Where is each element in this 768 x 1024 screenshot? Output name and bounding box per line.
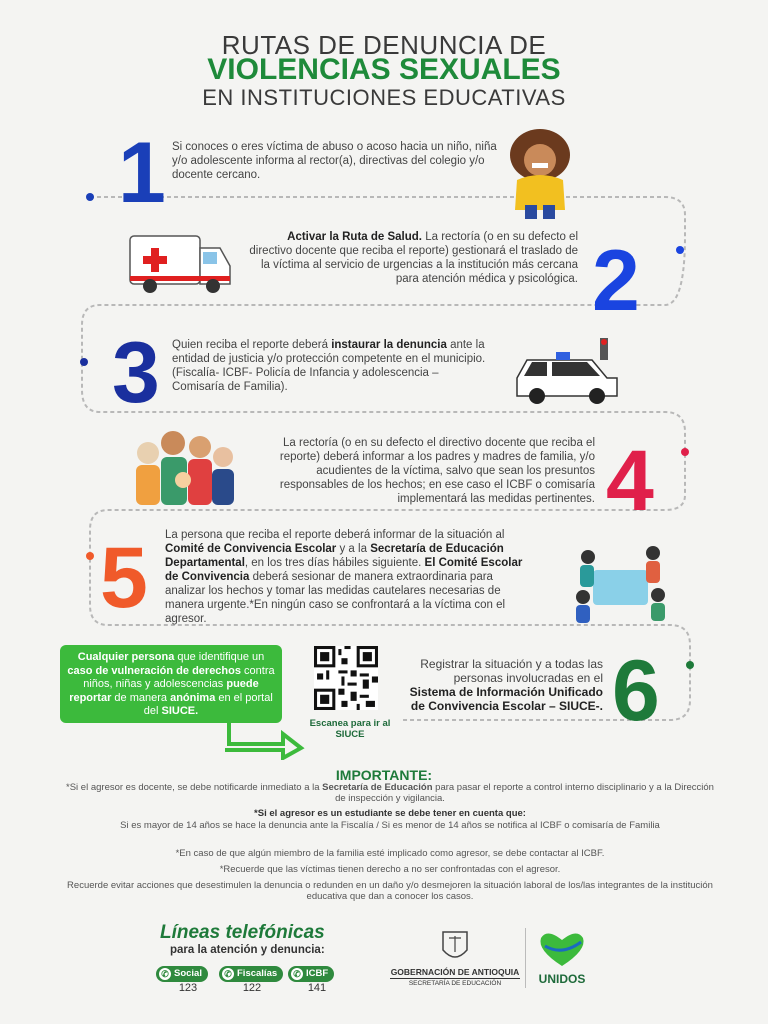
note-3: *En caso de que algún miembro de la familia esté implicado como agresor, se debe contactar al ICBF. <box>175 848 605 859</box>
phone-label-fiscalias: Fiscalías <box>237 968 278 979</box>
step-5-b2: Secretaría de Educación Departamental <box>165 543 504 569</box>
step-4-number: 4 <box>606 433 654 529</box>
path-dot-5 <box>86 552 94 560</box>
gb-p2: contra niños, niñas y adolescencias <box>83 664 275 690</box>
note-1c: para pasar el reporte a control interno disciplinario y a la Dirección de inspección y vigilancia. <box>335 782 714 804</box>
note-1b: Secretaría de Educación <box>322 782 433 793</box>
path-dot-2 <box>676 246 684 254</box>
phone-pill-social[interactable] <box>156 966 208 982</box>
step-1-text: Si conoces o eres víctima de abuso o acoso hacia un niño, niña y/o adolescente informa al rector(a), directivas del colegio y/o docente cercano. <box>172 141 497 181</box>
step-5-p3: , en los tres días hábiles siguiente. <box>244 557 425 569</box>
logo-divider <box>525 928 526 988</box>
important-title: IMPORTANTE: <box>335 767 433 783</box>
step-5-p4: deberá sesionar de manera extraordinaria para analizar los hechos y tomar las medidas cautelares necesarias de manera urgente.*En ningún caso se confrontará a la víctima con el agresor. <box>165 571 506 625</box>
note-4: *Recuerde que las víctimas tienen derecho a no ser confrontadas con el agresor. <box>219 864 561 875</box>
phone-number-fiscalias: 122 <box>242 982 262 994</box>
path-dot-3 <box>80 358 88 366</box>
step-5-b3: El Comité Escolar de Convivencia <box>165 557 523 583</box>
step-2-text <box>248 230 578 286</box>
phone-icon: ✆ <box>159 968 171 980</box>
meeting-illustration <box>568 535 673 625</box>
phone-pill-fiscalias[interactable] <box>219 966 283 982</box>
gobernacion-logo-text: GOBERNACIÓN DE ANTIOQUIA <box>390 967 520 977</box>
qr-caption: Escanea para ir al SIUCE <box>309 718 391 740</box>
step-2-number: 2 <box>592 233 640 329</box>
step-3-text <box>172 338 487 394</box>
step-5-p1: La persona que reciba el reporte deberá informar de la situación al <box>165 529 505 541</box>
step-3-bold: instaurar la denuncia <box>331 339 447 351</box>
phone-lines-subtitle: para la atención y denuncia: <box>170 944 325 956</box>
gb-b3: puede reportar <box>69 678 259 704</box>
step-6-b1: Sistema de Información Unificado de Convivencia Escolar – SIUCE-. <box>409 685 603 713</box>
step-6-number: 6 <box>612 643 660 739</box>
police-car-illustration <box>512 328 622 408</box>
gb-b5: SIUCE. <box>161 705 199 717</box>
title-line-3: EN INSTITUCIONES EDUCATIVAS <box>202 85 566 110</box>
step-5-text <box>165 528 535 626</box>
step-6-text <box>408 657 603 713</box>
step-5-b1: Comité de Convivencia Escolar <box>165 543 337 555</box>
path-dot-4 <box>681 448 689 456</box>
gb-p4: en el portal del <box>143 691 273 717</box>
note-2: Si es mayor de 14 años se hace la denuncia ante la Fiscalía / Si es menor de 14 años se notifica al ICBF o comisaría de Familia <box>120 820 660 831</box>
phone-pill-icbf[interactable] <box>288 966 334 982</box>
step-6-p1: Registrar la situación y a todas las personas involucradas en el <box>420 657 603 685</box>
note-1 <box>60 782 720 804</box>
phone-icon: ✆ <box>222 968 234 980</box>
arrow-right-icon <box>225 720 305 760</box>
gb-p1: que identifique un <box>174 651 265 663</box>
step-2-body: La rectoría (o en su defecto el directivo docente que reciba el reporte) gestionará el traslado de la víctima al servicio de urgencias a la institución más cercana para atención médica y psicológica. <box>249 231 578 285</box>
qr-code-icon[interactable] <box>314 646 378 710</box>
path-dot-1 <box>86 193 94 201</box>
step-2-bold: Activar la Ruta de Salud. <box>287 231 423 243</box>
anonymous-report-box <box>60 645 282 723</box>
note-1a: *Si el agresor es docente, se debe notificarde inmediato a la <box>66 782 323 793</box>
phone-label-social: Social <box>174 968 202 979</box>
title-line-2: VIOLENCIAS SEXUALES <box>207 53 561 86</box>
secretaria-logo-text: SECRETARÍA DE EDUCACIÓN <box>408 980 502 987</box>
phone-icon: ✆ <box>291 968 303 980</box>
path-dot-6 <box>686 661 694 669</box>
step-3-number: 3 <box>112 325 160 421</box>
step-4-text: La rectoría (o en su defecto el directivo docente que reciba el reporte) deberá informar a los padres y madres de familia, y/o acudientes de la víctima, salvo que sean los presuntos responsables de los hechos; en ese caso el ICBF o comisaría implementará las medidas pertinentes. <box>279 437 595 505</box>
phone-number-icbf: 141 <box>307 982 327 994</box>
girl-illustration <box>505 125 575 220</box>
step-5-p2: y a la <box>336 543 371 555</box>
step-1-number: 1 <box>118 125 166 221</box>
family-illustration <box>128 425 238 510</box>
title-line-1: RUTAS DE DENUNCIA DE <box>221 30 547 60</box>
gb-b2: caso de vulneración de derechos <box>67 664 241 677</box>
step-5-number: 5 <box>100 530 148 626</box>
step-3-pre: Quien reciba el reporte deberá <box>172 339 332 351</box>
coat-of-arms-icon <box>435 928 475 966</box>
phone-lines-title: Líneas telefónicas <box>160 922 325 943</box>
ambulance-illustration <box>125 218 235 298</box>
unidos-heart-icon <box>535 928 590 968</box>
note-2-title: *Si el agresor es un estudiante se debe tener en cuenta que: <box>254 808 526 819</box>
gb-p3: de manera <box>111 691 171 704</box>
gb-b1: Cualquier persona <box>77 651 175 663</box>
phone-number-social: 123 <box>178 982 198 994</box>
phone-label-icbf: ICBF <box>306 968 329 979</box>
unidos-logo-text: UNIDOS <box>538 972 586 986</box>
gb-b4: anónima <box>170 691 216 704</box>
note-5: Recuerde evitar acciones que desestimulen la denuncia o redunden en un daño y/o desmejoren la situación laboral de los/las integrantes de la institución educativa que dan a conocer los casos. <box>67 880 713 902</box>
step-3-body: ante la entidad de justicia y/o protección competente en el municipio. (Fiscalía- ICBF- Policía de Infancia y adolescencia – Comisaría de Familia). <box>172 339 486 393</box>
